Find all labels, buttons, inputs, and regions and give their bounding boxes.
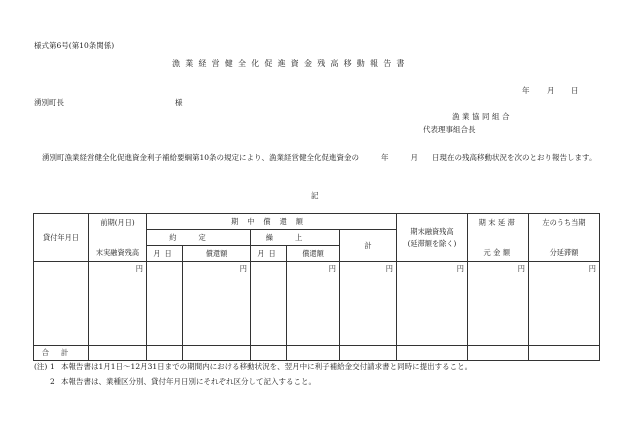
document-title: 漁業経営健全化促進資金残高移動報告書 xyxy=(172,59,410,68)
sender-representative: 代表理事組合長 xyxy=(423,125,476,134)
cell-early-date[interactable] xyxy=(251,262,287,346)
header-end-balance xyxy=(397,214,468,262)
header-prev-balance: 末実融資残高 xyxy=(95,247,140,257)
body-text-2: 日現在の残高移動状況を次のとおり報告します。 xyxy=(432,153,597,162)
header-total: 計 xyxy=(340,230,397,262)
header-scheduled-amount: 償還額 xyxy=(183,246,251,262)
total-prev-balance[interactable] xyxy=(89,346,147,361)
total-overdue[interactable] xyxy=(468,346,529,361)
total-scheduled-amount[interactable] xyxy=(183,346,251,361)
cell-loan-date[interactable] xyxy=(34,262,89,346)
header-scheduled: 約定 xyxy=(147,230,251,246)
header-scheduled-date: 月日 xyxy=(147,246,183,262)
header-end-balance-top: 期末融資残高 xyxy=(410,226,454,236)
body-year: 年 xyxy=(381,153,389,162)
header-repayment: 期中償還額 xyxy=(147,214,397,230)
header-end-balance-note: (延滞額を除く) xyxy=(407,238,457,248)
form-number: 様式第6号(第10条関係) xyxy=(34,41,115,50)
cell-scheduled-date[interactable] xyxy=(147,262,183,346)
header-overdue xyxy=(468,214,529,262)
header-current-overdue xyxy=(529,214,600,262)
header-current-overdue-bottom: 分延滞額 xyxy=(549,247,579,257)
total-current-overdue[interactable] xyxy=(529,346,600,361)
cell-current-overdue[interactable]: 円 xyxy=(529,262,600,346)
cell-scheduled-amount[interactable]: 円 xyxy=(183,262,251,346)
total-end-balance[interactable] xyxy=(397,346,468,361)
cell-early-amount[interactable]: 円 xyxy=(287,262,340,346)
cell-end-balance[interactable]: 円 xyxy=(397,262,468,346)
cell-total[interactable]: 円 xyxy=(340,262,397,346)
ki-marker: 記 xyxy=(311,191,319,200)
date-day: 日 xyxy=(571,86,579,95)
total-early-amount[interactable] xyxy=(287,346,340,361)
header-early-amount: 償還額 xyxy=(287,246,340,262)
note-2-number: 2 xyxy=(50,377,55,386)
cell-prev-balance[interactable]: 円 xyxy=(89,262,147,346)
total-scheduled-date[interactable] xyxy=(147,346,183,361)
addressee-mayor: 湧別町長 xyxy=(34,98,64,107)
header-prev-period xyxy=(89,214,147,262)
note-1-number: 1 xyxy=(50,362,55,371)
header-prev-period-top: 前期(月日) xyxy=(100,217,135,227)
total-early-date[interactable] xyxy=(251,346,287,361)
total-total[interactable] xyxy=(340,346,397,361)
header-early: 繰上 xyxy=(251,230,340,246)
body-text-1: 湧別町漁業経営健全化促進資金利子補給要綱第10条の規定により、漁業経営健全化促進資金の xyxy=(42,153,360,162)
header-loan-date: 貸付年月日 xyxy=(34,214,89,262)
total-label: 合計 xyxy=(34,346,89,361)
date-year: 年 xyxy=(522,86,530,95)
note-2: 本報告書は、業種区分別、貸付年月日別にそれぞれ区分して記入すること。 xyxy=(61,377,316,386)
date-month: 月 xyxy=(547,86,555,95)
report-body xyxy=(34,152,598,164)
total-row xyxy=(34,346,600,361)
note-label: (注) xyxy=(34,362,48,371)
table-row xyxy=(34,262,600,346)
note-1: 本報告書は1月1日〜12月31日までの期間内における移動状況を、翌月中に利子補給金交付請求書と同時に提出すること。 xyxy=(61,362,473,371)
body-month: 月 xyxy=(410,153,419,162)
header-overdue-top: 期末延滞 xyxy=(478,217,518,227)
header-current-overdue-top: 左のうち当期 xyxy=(542,217,586,227)
header-overdue-bottom: 元金額 xyxy=(483,247,513,257)
sender-organization: 漁業協同組合 xyxy=(452,112,512,121)
balance-table xyxy=(33,213,600,361)
cell-overdue[interactable]: 円 xyxy=(468,262,529,346)
addressee-honorific: 様 xyxy=(175,98,183,107)
header-early-date: 月日 xyxy=(251,246,287,262)
